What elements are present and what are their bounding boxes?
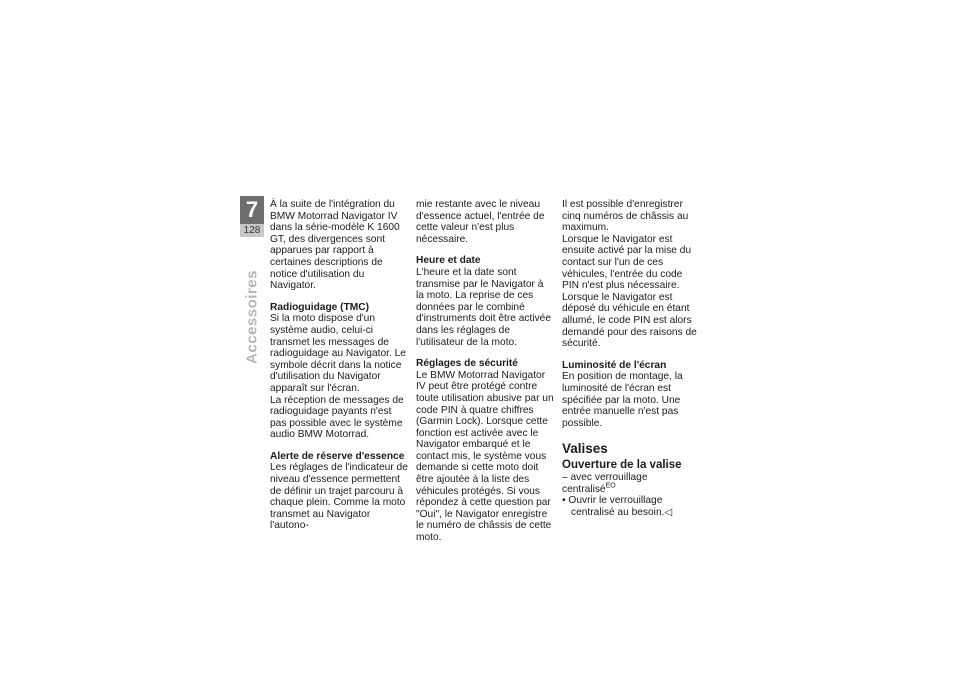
fuel-reserve-continued: mie restante avec le niveau d'essence actuel, l'entrée de cette valeur n'est plus nécessaire. [416,199,545,245]
text-column-2 [416,199,554,544]
pin-paragraph: Lorsque le Navigator est ensuite activé par la mise du contact sur l'un de ces véhicules, l'entrée du code PIN n'est plus nécessaire. Lorsque le Navigator est déposé du véhicule en étant allumé, le code PIN est alors demandé pour des raisons de sécurité. [562,233,697,350]
text-column-3 [562,199,700,519]
security-paragraph: Le BMW Motorrad Navigator IV peut être protégé contre toute utilisation abusive par un code PIN à quatre chiffres (Garmin Lock). Lorsque cette fonction est activée avec le Navigator embarqué et le contact mis, le système vous demande si cette moto doit être ajoutée à la liste des véhicules protégés. Si vous répondez à cette question par "Oui", le Navigator enregistre le numéro de châssis de cette moto. [416,369,554,544]
unlock-instruction-text: • Ouvrir le verrouillage centralisé au besoin. [562,495,665,519]
heading-fuel-reserve: Alerte de réserve d'essence [270,450,405,462]
chapter-side-title [238,272,266,362]
end-of-section-icon: ◁ [664,507,673,519]
optional-equipment-mark: EO [605,482,616,490]
heading-time-date: Heure et date [416,255,481,267]
text-column-1 [270,199,408,532]
heading-tmc: Radioguidage (TMC) [270,301,370,313]
intro-paragraph: À la suite de l'intégration du BMW Motorrad Navigator IV dans la série-modèle K 1600 GT, des divergences sont apparues par rapport à certaines descriptions de notice d'utilisation du Navigator. [270,199,400,292]
page-number: 128 [240,224,264,237]
central-locking-text: – avec verrouillage centralisé [562,472,648,495]
heading-cases: Valises [562,441,608,457]
time-date-paragraph: L'heure et la date sont transmise par le Navigator à la moto. La reprise de ces données par le combiné d'instruments doit être activée dans les réglages de l'utilisateur de la moto. [416,266,552,348]
chapter-tab [240,196,264,237]
chapter-number: 7 [240,196,264,224]
chapter-title: Accessoires [243,270,261,364]
chassis-paragraph: Il est possible d'enregistrer cinq numéros de châssis au maximum. [562,199,689,234]
tmc-paragraph-1: Si la moto dispose d'un système audio, celui-ci transmet les messages de radioguidage au Navigator. Le symbole décrit dans la notice d'utilisation du Navigator apparaît sur l'écran. [270,313,406,394]
fuel-reserve-paragraph: Les réglages de l'indicateur de niveau d'essence permettent de définir un trajet parcouru à chaque plein. Comme la moto transmet au Navigator l'autono- [270,462,408,532]
unlock-instruction [562,495,700,518]
heading-open-case: Ouverture de la valise [562,459,682,472]
central-locking-item [562,472,700,495]
heading-brightness: Luminosité de l'écran [562,359,667,371]
tmc-paragraph-2: La réception de messages de radioguidage payants n'est pas possible avec le système audio BMW Motorrad. [270,394,404,441]
heading-security: Réglages de sécurité [416,358,518,370]
brightness-paragraph: En position de montage, la luminosité de l'écran est spécifiée par la moto. Une entrée manuelle n'est pas possible. [562,371,683,429]
